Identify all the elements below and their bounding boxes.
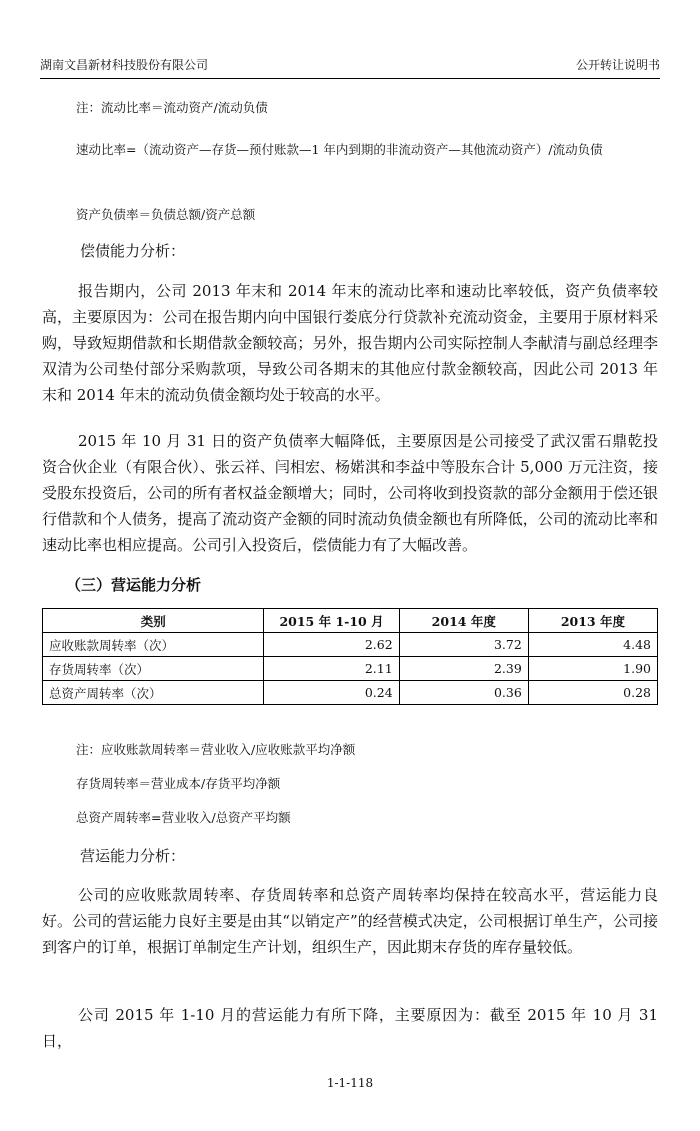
note-debt-ratio: 资产负债率＝负债总额/资产总额 [76, 207, 256, 222]
page-header [40, 56, 660, 79]
table-cell: 4.48 [528, 633, 657, 657]
table-row [43, 657, 658, 681]
column-header: 2015 年 1-10 月 [264, 609, 399, 633]
table-row [43, 681, 658, 705]
table-cell: 2.39 [399, 657, 528, 681]
table-row [43, 633, 658, 657]
note-receivables-turnover: 注：应收账款周转率＝营业收入/应收账款平均净额 [76, 742, 356, 757]
header-company: 湖南文昌新材科技股份有限公司 [40, 58, 209, 72]
operating-capability-table [42, 608, 658, 705]
table-cell: 应收账款周转率（次） [43, 633, 264, 657]
header-doc-type: 公开转让说明书 [575, 58, 660, 72]
operation-paragraph-2: 公司 2015 年 1-10 月的营运能力有所下降，主要原因为：截至 2015 年 10 月 31 日， [42, 1006, 658, 1050]
note-current-ratio: 注：流动比率＝流动资产/流动负债 [76, 100, 268, 115]
solvency-paragraph-1: 报告期内，公司 2013 年末和 2014 年末的流动比率和速动比率较低，资产负债率较高，主要原因为：公司在报告期内向中国银行娄底分行贷款补充流动资金，主要用于原材料采购，导致短期借款和长期借款金额较高；另外，报告期内公司实际控制人李献清与副总经理李双清为公司垫付部分采购款项，导致公司各期末的其他应付款金额较高，因此公司 2013 年末和 2014 年末的流动负债金额均处于较高的水平。 [42, 282, 658, 404]
note-asset-turnover: 总资产周转率=营业收入/总资产平均额 [76, 810, 291, 825]
note-quick-ratio: 速动比率=（流动资产—存货—预付账款—1 年内到期的非流动资产—其他流动资产）/流动负债 [76, 142, 603, 157]
table-cell: 2.62 [264, 633, 399, 657]
table-cell: 1.90 [528, 657, 657, 681]
table-cell: 0.28 [528, 681, 657, 705]
operation-heading: 营运能力分析： [80, 847, 186, 865]
column-header: 2013 年度 [528, 609, 657, 633]
operation-paragraph-1: 公司的应收账款周转率、存货周转率和总资产周转率均保持在较高水平，营运能力良好。公司的营运能力良好主要是由其“以销定产”的经营模式决定，公司根据订单生产，公司接到客户的订单，根据订单制定生产计划，组织生产，因此期末存货的库存量较低。 [42, 886, 658, 956]
section-title: （三）营运能力分析 [66, 576, 202, 594]
solvency-paragraph-2: 2015 年 10 月 31 日的资产负债率大幅降低，主要原因是公司接受了武汉雷石鼎乾投资合伙企业（有限合伙）、张云祥、闫相宏、杨婼淇和李益中等股东合计 5,000 万元注资，接受股东投资后，公司的所有者权益金额增大；同时，公司将收到投资款的部分金额用于偿还银行借款和个人债务，提高了流动资产金额的同时流动负债金额也有所降低，公司的流动比率和速动比率也相应提高。公司引入投资后，偿债能力有了大幅改善。 [42, 432, 658, 554]
page-number: 1-1-118 [326, 1076, 374, 1090]
table-cell: 2.11 [264, 657, 399, 681]
table-cell: 3.72 [399, 633, 528, 657]
table-cell: 0.36 [399, 681, 528, 705]
table-header-row [43, 609, 658, 633]
column-header: 类别 [43, 609, 264, 633]
solvency-heading: 偿债能力分析： [80, 242, 186, 260]
note-inventory-turnover: 存货周转率＝营业成本/存货平均净额 [76, 776, 281, 791]
table-cell: 总资产周转率（次） [43, 681, 264, 705]
table-cell: 0.24 [264, 681, 399, 705]
column-header: 2014 年度 [399, 609, 528, 633]
table-cell: 存货周转率（次） [43, 657, 264, 681]
